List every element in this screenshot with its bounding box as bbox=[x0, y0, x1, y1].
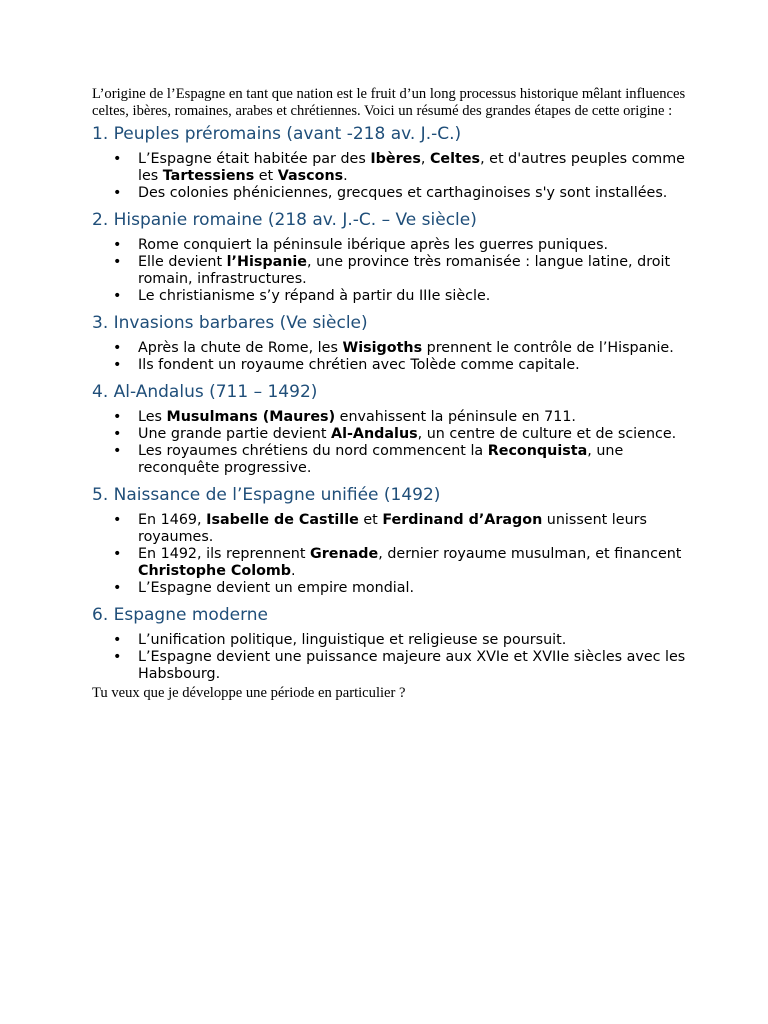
text-run: unissent leurs royaumes. bbox=[138, 512, 647, 545]
bold-term: Reconquista bbox=[487, 443, 588, 459]
bullet-icon: • bbox=[113, 632, 122, 648]
list-item bbox=[92, 254, 692, 288]
list-item bbox=[92, 288, 692, 305]
document-body bbox=[92, 86, 692, 702]
text-run: L’Espagne devient une puissance majeure aux XVIe et XVIIe siècles avec les Habsbourg. bbox=[138, 649, 686, 682]
bullet-icon: • bbox=[113, 237, 122, 253]
section-3 bbox=[92, 313, 692, 374]
bold-term: Celtes bbox=[429, 151, 481, 167]
list-item bbox=[92, 443, 692, 477]
text-run: Les royaumes chrétiens du nord commencent la bbox=[138, 443, 488, 459]
bullet-icon: • bbox=[113, 185, 122, 201]
text-run: envahissent la péninsule en 711. bbox=[335, 409, 576, 425]
section-2 bbox=[92, 210, 692, 305]
bullet-icon: • bbox=[113, 580, 122, 596]
bold-term: Wisigoths bbox=[342, 340, 423, 356]
text-run: , bbox=[420, 151, 430, 167]
text-run: , un centre de culture et de science. bbox=[417, 426, 677, 442]
text-run: Le christianisme s’y répand à partir du IIIe siècle. bbox=[138, 288, 491, 304]
closing-question: Tu veux que je développe une période en particulier ? bbox=[92, 685, 406, 701]
section-4 bbox=[92, 382, 692, 477]
bullet-list bbox=[92, 237, 692, 305]
text-run: Des colonies phéniciennes, grecques et carthaginoises s'y sont installées. bbox=[138, 185, 668, 201]
section-heading: 1. Peuples préromains (avant -218 av. J.-C.) bbox=[92, 124, 462, 144]
text-run: et bbox=[254, 168, 278, 184]
list-item bbox=[92, 649, 692, 683]
bold-term: Vascons bbox=[277, 168, 344, 184]
text-run: . bbox=[291, 563, 296, 579]
text-run: Une grande partie devient bbox=[138, 426, 332, 442]
bullet-icon: • bbox=[113, 254, 122, 270]
bold-term: Tartessiens bbox=[162, 168, 255, 184]
section-5 bbox=[92, 485, 692, 597]
text-run: L’unification politique, linguistique et religieuse se poursuit. bbox=[138, 632, 567, 648]
text-run: , une reconquête progressive. bbox=[138, 443, 624, 476]
bold-term: Ibères bbox=[370, 151, 421, 167]
section-heading: 2. Hispanie romaine (218 av. J.-C. – Ve siècle) bbox=[92, 210, 477, 230]
section-6 bbox=[92, 605, 692, 683]
list-item bbox=[92, 512, 692, 546]
list-item bbox=[92, 357, 692, 374]
bullet-icon: • bbox=[113, 340, 122, 356]
text-run: Rome conquiert la péninsule ibérique après les guerres puniques. bbox=[138, 237, 609, 253]
text-run: Elle devient bbox=[138, 254, 227, 270]
text-run: En 1469, bbox=[138, 512, 207, 528]
section-heading: 4. Al-Andalus (711 – 1492) bbox=[92, 382, 318, 402]
bullet-list bbox=[92, 151, 692, 202]
text-run: Après la chute de Rome, les bbox=[138, 340, 343, 356]
text-run: . bbox=[343, 168, 348, 184]
bullet-icon: • bbox=[113, 288, 122, 304]
bold-term: l’Hispanie bbox=[226, 254, 308, 270]
text-run: Les bbox=[138, 409, 167, 425]
text-run: et bbox=[358, 512, 383, 528]
text-run: , et d'autres peuples comme les bbox=[138, 151, 685, 184]
sections-container bbox=[92, 124, 692, 683]
bullet-icon: • bbox=[113, 409, 122, 425]
bold-term: Musulmans (Maures) bbox=[166, 409, 336, 425]
bold-term: Christophe Colomb bbox=[138, 563, 292, 579]
list-item bbox=[92, 151, 692, 185]
list-item bbox=[92, 580, 692, 597]
list-item bbox=[92, 546, 692, 580]
section-heading: 6. Espagne moderne bbox=[92, 605, 268, 625]
bullet-icon: • bbox=[113, 546, 122, 562]
section-heading: 3. Invasions barbares (Ve siècle) bbox=[92, 313, 368, 333]
bold-term: Grenade bbox=[309, 546, 379, 562]
bullet-icon: • bbox=[113, 512, 122, 528]
text-run: En 1492, ils reprennent bbox=[138, 546, 310, 562]
bullet-list bbox=[92, 340, 692, 374]
bullet-icon: • bbox=[113, 443, 122, 459]
bullet-list bbox=[92, 512, 692, 597]
bullet-icon: • bbox=[113, 649, 122, 665]
bold-term: Al-Andalus bbox=[331, 426, 418, 442]
text-run: L’Espagne était habitée par des bbox=[138, 151, 371, 167]
text-run: , dernier royaume musulman, et financent bbox=[378, 546, 682, 562]
section-heading: 5. Naissance de l’Espagne unifiée (1492) bbox=[92, 485, 441, 505]
bullet-icon: • bbox=[113, 357, 122, 373]
list-item bbox=[92, 237, 692, 254]
list-item bbox=[92, 426, 692, 443]
section-1 bbox=[92, 124, 692, 202]
bullet-list bbox=[92, 409, 692, 477]
intro-paragraph: L’origine de l’Espagne en tant que nation est le fruit d’un long processus historique mêlant influences celtes, ibères, romaines, arabes et chrétiennes. Voici un résumé des grandes étapes de cette origine : bbox=[92, 86, 686, 119]
list-item bbox=[92, 185, 692, 202]
list-item bbox=[92, 409, 692, 426]
bullet-icon: • bbox=[113, 426, 122, 442]
bold-term: Ferdinand d’Aragon bbox=[382, 512, 543, 528]
list-item bbox=[92, 340, 692, 357]
bullet-list bbox=[92, 632, 692, 683]
bullet-icon: • bbox=[113, 151, 122, 167]
text-run: , une province très romanisée : langue latine, droit romain, infrastructures. bbox=[138, 254, 671, 287]
list-item bbox=[92, 632, 692, 649]
text-run: L’Espagne devient un empire mondial. bbox=[138, 580, 415, 596]
text-run: prennent le contrôle de l’Hispanie. bbox=[422, 340, 674, 356]
bold-term: Isabelle de Castille bbox=[206, 512, 359, 528]
text-run: Ils fondent un royaume chrétien avec Tolède comme capitale. bbox=[138, 357, 580, 373]
